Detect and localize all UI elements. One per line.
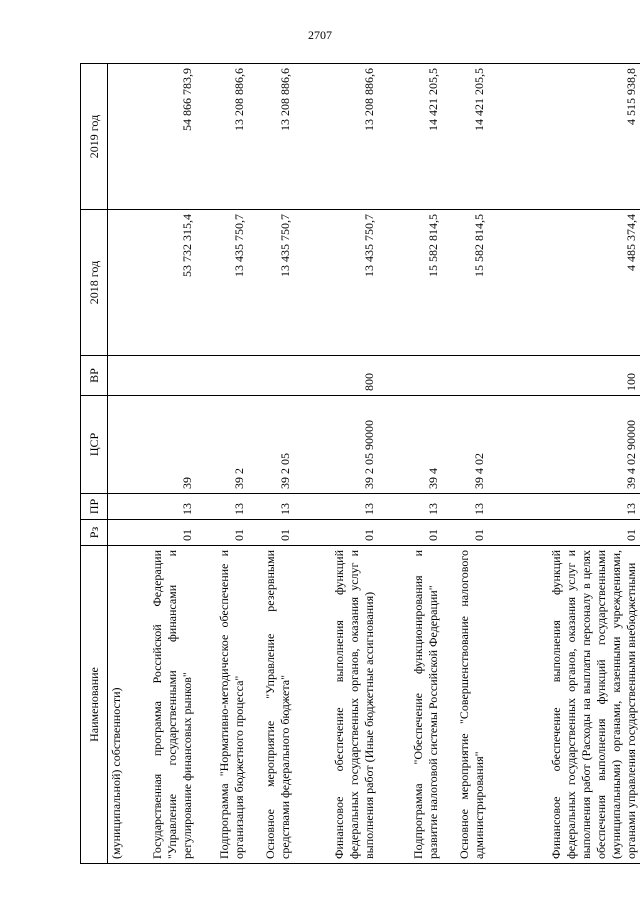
table-row — [488, 64, 640, 864]
row-2019: 54 866 783,9 — [132, 64, 196, 210]
header-2019: 2019 год — [81, 64, 108, 210]
row-name: (муниципальной) собственности) — [108, 546, 133, 864]
row-2018: 13 435 750,7 — [248, 210, 294, 356]
row-csr: 39 — [132, 396, 196, 494]
row-csr: 39 4 02 — [442, 396, 488, 494]
row-rz — [108, 520, 133, 546]
table-row — [378, 64, 442, 864]
row-vr — [378, 356, 442, 396]
table-row — [248, 64, 294, 864]
row-name: Финансовое обеспечение выполнения функций федеральных государственных органов, оказания услуг и выполнения работ (Расходы на выплаты персоналу в целях обеспечения выполнения функций государственными (муниципальными) органами, казенными учреждениями, органами управления государственными внебюджетными — [488, 546, 640, 864]
row-2018: 13 435 750,7 — [294, 210, 378, 356]
row-name: Подпрограмма "Нормативно-методическое обеспечение и организация бюджетного процесса" — [196, 546, 248, 864]
row-csr: 39 2 05 — [248, 396, 294, 494]
header-rz: Рз — [81, 520, 108, 546]
row-vr — [132, 356, 196, 396]
table-row — [108, 64, 133, 864]
row-2018: 15 582 814,5 — [378, 210, 442, 356]
row-vr: 100 — [488, 356, 640, 396]
row-2019 — [108, 64, 133, 210]
header-csr: ЦСР — [81, 396, 108, 494]
row-vr — [108, 356, 133, 396]
row-rz: 01 — [488, 520, 640, 546]
table-header-row — [81, 64, 108, 864]
row-rz: 01 — [294, 520, 378, 546]
row-pr: 13 — [196, 494, 248, 520]
table-row — [196, 64, 248, 864]
table-row — [442, 64, 488, 864]
row-vr — [196, 356, 248, 396]
row-2019: 14 421 205,5 — [378, 64, 442, 210]
row-csr: 39 4 02 90000 — [488, 396, 640, 494]
row-vr — [248, 356, 294, 396]
header-2018: 2018 год — [81, 210, 108, 356]
row-pr — [108, 494, 133, 520]
row-pr: 13 — [378, 494, 442, 520]
row-2019: 13 208 886,6 — [196, 64, 248, 210]
header-vr: ВР — [81, 356, 108, 396]
row-rz: 01 — [248, 520, 294, 546]
row-name: Основное мероприятие "Совершенствование налогового администрирования" — [442, 546, 488, 864]
row-pr: 13 — [248, 494, 294, 520]
row-2019: 13 208 886,6 — [248, 64, 294, 210]
header-pr: ПР — [81, 494, 108, 520]
row-2018: 13 435 750,7 — [196, 210, 248, 356]
row-vr: 800 — [294, 356, 378, 396]
row-csr: 39 2 — [196, 396, 248, 494]
row-csr — [108, 396, 133, 494]
row-2018: 4 485 374,4 — [488, 210, 640, 356]
row-csr: 39 4 — [378, 396, 442, 494]
budget-table — [80, 63, 640, 864]
row-pr: 13 — [488, 494, 640, 520]
row-2019: 4 515 938,8 — [488, 64, 640, 210]
rotated-page-content — [80, 64, 638, 864]
row-2018: 15 582 814,5 — [442, 210, 488, 356]
row-csr: 39 2 05 90000 — [294, 396, 378, 494]
row-name: Подпрограмма "Обеспечение функционирования и развитие налоговой системы Российской Федерации" — [378, 546, 442, 864]
page-number: 2707 — [308, 28, 332, 42]
row-rz: 01 — [132, 520, 196, 546]
row-vr — [442, 356, 488, 396]
row-2019: 14 421 205,5 — [442, 64, 488, 210]
row-2018: 53 732 315,4 — [132, 210, 196, 356]
row-name: Финансовое обеспечение выполнения функций федеральных государственных органов, оказания услуг и выполнения работ (Иные бюджетные ассигнования) — [294, 546, 378, 864]
header-name: Наименование — [81, 546, 108, 864]
row-rz: 01 — [196, 520, 248, 546]
row-name: Государственная программа Российской Федерации "Управление государственными финансами и регулирование финансовых рынков" — [132, 546, 196, 864]
row-2018 — [108, 210, 133, 356]
table-row — [294, 64, 378, 864]
row-pr: 13 — [294, 494, 378, 520]
table-row — [132, 64, 196, 864]
row-rz: 01 — [378, 520, 442, 546]
row-pr: 13 — [442, 494, 488, 520]
row-rz: 01 — [442, 520, 488, 546]
row-2019: 13 208 886,6 — [294, 64, 378, 210]
row-name: Основное мероприятие "Управление резервными средствами федерального бюджета" — [248, 546, 294, 864]
row-pr: 13 — [132, 494, 196, 520]
